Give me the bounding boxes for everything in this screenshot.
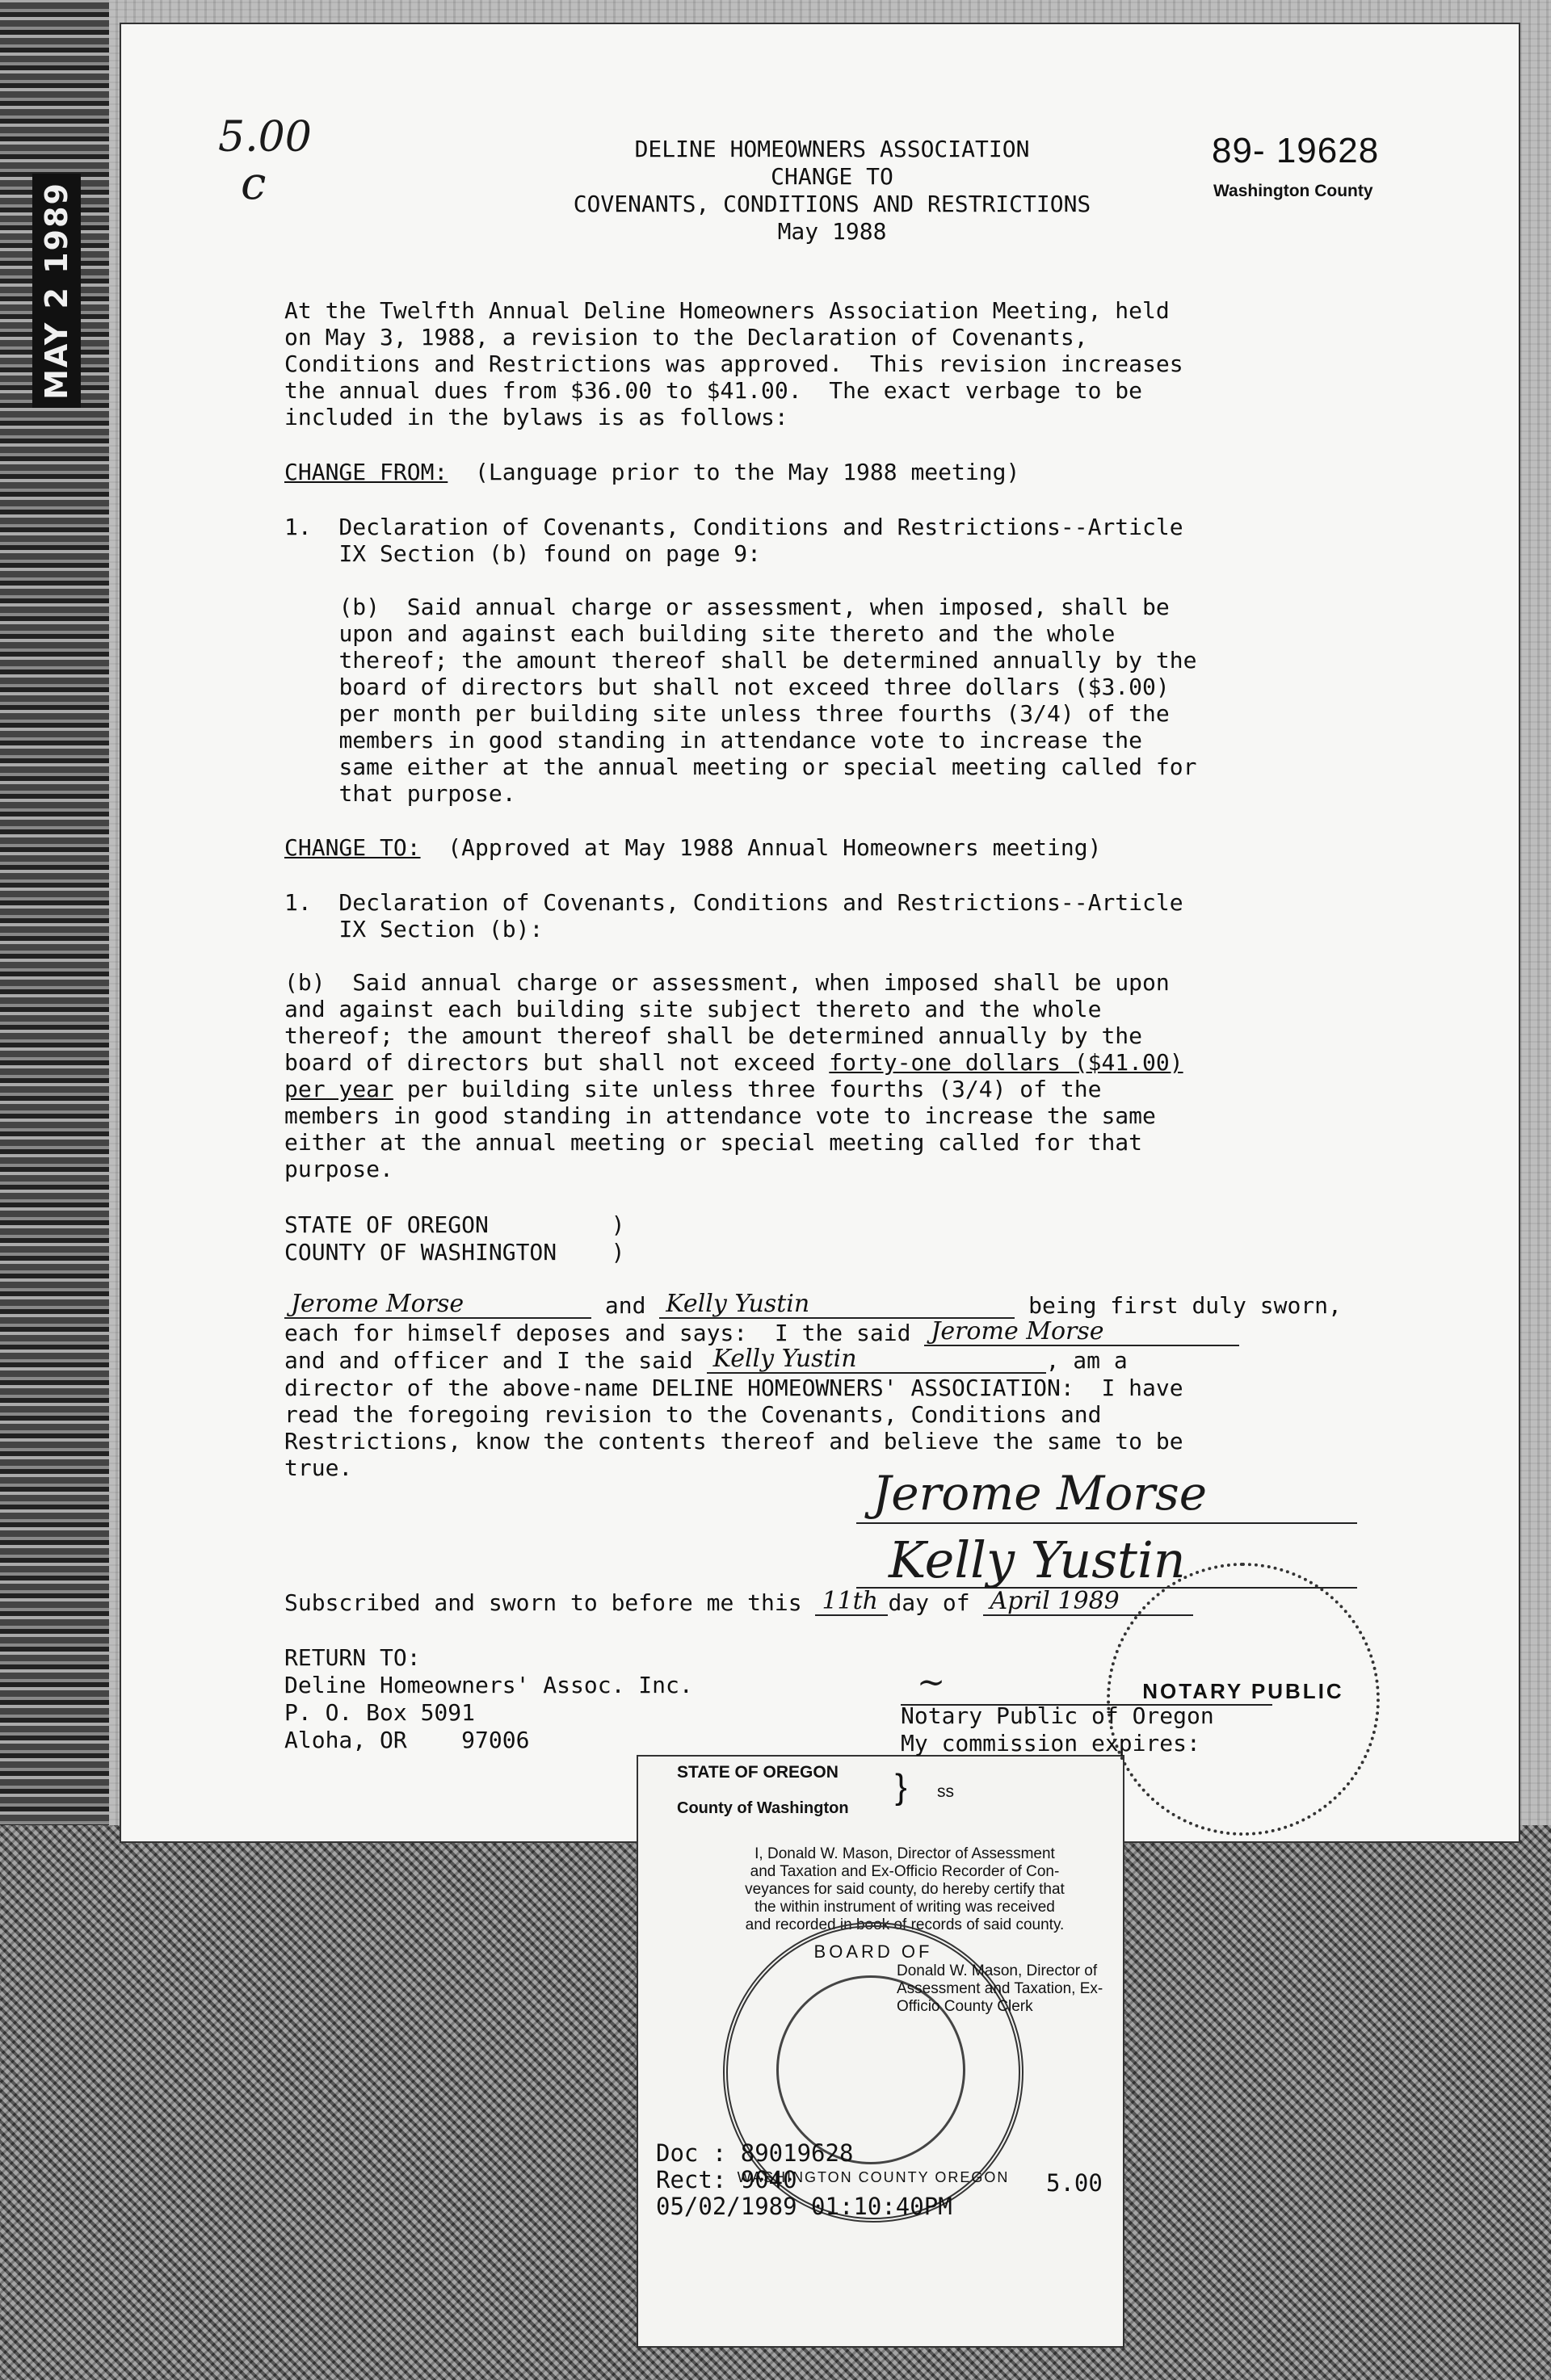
signature-line-1 [856,1466,1357,1524]
signature-1: Jerome Morse [872,1466,1208,1521]
return-to-line-3: Aloha, OR 97006 [284,1727,530,1753]
change-from-heading: CHANGE FROM: [284,459,448,485]
change-to-paragraph [284,969,1367,1182]
oath-line-3 [284,1347,1367,1374]
change-to-item-1: 1. Declaration of Covenants, Conditions and Restrictions--Article IX Section (b): [284,889,1183,942]
title-line-2: CHANGE TO [771,163,893,190]
venue-state [284,1211,1367,1238]
handwritten-fee: 5.00 [218,113,312,162]
oath-rest: director of the above-name DELINE HOMEOWNERS' ASSOCIATION: I have read the foregoing revision to the Covenants, Conditions and Restrictions, know the contents thereof and believe the same to be true. [284,1375,1183,1481]
cert-brace: } [895,1767,907,1807]
doc-number: Doc : 89019628 [656,2139,854,2167]
signer1-blank [284,1290,591,1319]
subscribed-text: Subscribed and sworn to before me this [284,1589,802,1616]
cert-state: STATE OF OREGON [677,1763,839,1782]
cert-ss: ss [937,1782,954,1801]
notary-line-1: Notary Public of Oregon [901,1702,1214,1729]
handwritten-initial: c [241,157,267,210]
cert-text: I, Donald W. Mason, Director of Assessment and Taxation and Ex-Officio Recorder of Con- veyances for said county, do hereby certify that the within instrument of writing was received and recorded in book of records of said county. [745,1845,1065,1933]
venue-county-label: COUNTY OF WASHINGTON [284,1239,557,1266]
county-seal-top: BOARD OF [813,1941,933,1962]
return-to-line-1: Deline Homeowners' Assoc. Inc. [284,1672,693,1698]
change-to-heading: CHANGE TO: [284,834,421,861]
oath-line-1 [284,1292,1367,1319]
signature-2: Kelly Yustin [889,1530,1186,1589]
received-date-text: MAY 2 1989 [39,182,75,400]
title-line-3: COVENANTS, CONDITIONS AND RESTRICTIONS [573,191,1091,217]
change-to-para-start: (b) Said annual charge or assessment, when imposed shall be upon and against each building site subject thereto and the whole thereof; the amount thereof shall be determined annually by the board of directors but shall not exceed [284,969,1170,1076]
signer2-handwritten: Kelly Yustin [666,1290,810,1318]
title-line-1: DELINE HOMEOWNERS ASSOCIATION [634,136,1030,162]
day-handwritten: 11th [822,1587,879,1615]
doc-fee: 5.00 [1046,2169,1103,2197]
day-blank [815,1587,888,1616]
venue-county [284,1239,1367,1266]
signer2-blank [659,1290,1015,1319]
change-to-para-end: per building site unless three fourths (3/4) of the members in good standing in attendance vote to increase the same either at the annual meeting or special meeting called for that purpose. [284,1076,1156,1182]
cert-signoff: Donald W. Mason, Director of Assessment and Taxation, Ex- Officio County Clerk [897,1962,1103,2015]
intro-paragraph: At the Twelfth Annual Deline Homeowners Association Meeting, held on May 3, 1988, a revision to the Declaration of Covenants, Conditions and Restrictions was approved. This revision increases the annual dues from $36.00 to $41.00. The exact verbage to be included in the bylaws is as follows: [284,297,1183,430]
venue-paren-1: ) [611,1211,625,1238]
received-date-stamp [32,174,81,408]
change-to-amount: forty-one dollars ($41.00) [829,1049,1183,1076]
notary-seal [1107,1563,1380,1836]
return-to-label: RETURN TO: [284,1644,421,1671]
change-from-paragraph: (b) Said annual charge or assessment, when imposed, shall be upon and against each building site thereto and the whole thereof; the amount thereof shall be determined annually by the board of directors but shall not exceed three dollars ($3.00) per month per building site unless three fourths (3/4) of the members in good standing in attendance vote to increase the same either at the annual meeting or special meeting called for that purpose. [338,594,1197,807]
oath-line-2 [284,1317,1367,1346]
return-to-line-2: P. O. Box 5091 [284,1699,476,1726]
doc-datetime: 05/02/1989 01:10:40PM [656,2193,952,2220]
notary-signature: ~ [917,1662,946,1702]
change-from-heading-line [284,459,1367,485]
signer1-handwritten: Jerome Morse [291,1290,464,1318]
signer1-handwritten-2: Jerome Morse [931,1317,1104,1345]
change-to-per-year: per year [284,1076,393,1102]
recording-county: Washington County [1213,182,1373,200]
document-title [477,136,1187,246]
oath-line-3-text: and and officer and I the said [284,1347,693,1374]
notary-seal-label: NOTARY PUBLIC [1142,1679,1344,1703]
venue-paren-2: ) [611,1239,625,1266]
change-to-note: (Approved at May 1988 Annual Homeowners meeting) [448,834,1102,861]
date-handwritten: April 1989 [990,1587,1120,1615]
county-seal-bottom: WASHINGTON COUNTY OREGON [737,2169,1010,2185]
oath-sworn: being first duly sworn, [1028,1292,1342,1319]
oath-and: and [604,1292,646,1319]
change-from-note: (Language prior to the May 1988 meeting) [475,459,1020,485]
oath-line-2-text: each for himself deposes and says: I the said [284,1320,911,1346]
oath-line-3-end: , am a [1045,1347,1128,1374]
signer1-blank-2 [924,1317,1239,1346]
doc-receipt: Rect: 9040 [656,2166,797,2193]
subscribed-day-of: day of [888,1589,970,1616]
recording-number: 89- 19628 [1212,131,1380,170]
signer2-handwritten-2: Kelly Yustin [712,1345,857,1373]
venue-state-label: STATE OF OREGON [284,1211,489,1238]
change-from-item-1: 1. Declaration of Covenants, Conditions and Restrictions--Article IX Section (b) found on page 9: [284,514,1183,567]
cert-county: County of Washington [677,1799,849,1817]
title-line-4: May 1988 [777,218,887,245]
signer2-blank-2 [707,1345,1046,1374]
change-to-heading-line [284,834,1367,861]
notary-line-2: My commission expires: [901,1730,1200,1757]
